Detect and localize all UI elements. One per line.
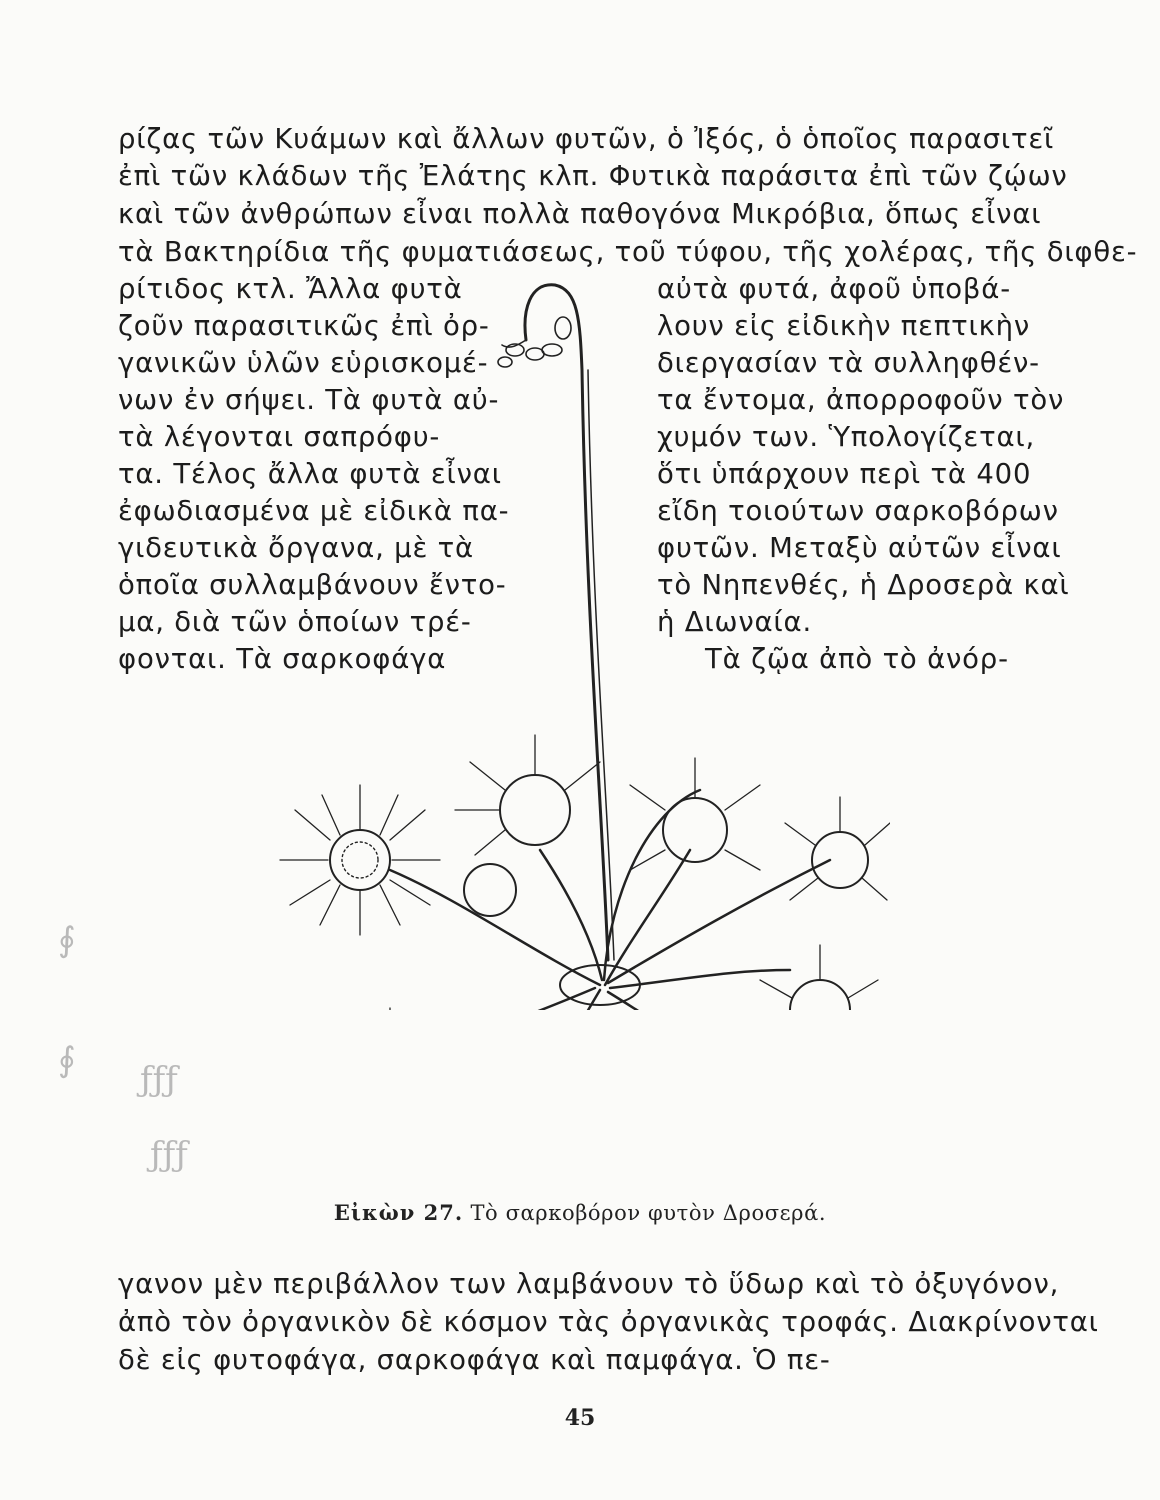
page-number: 45 <box>564 1405 596 1431</box>
right-col-line: λουν εἰς εἰδικὴν πεπτικὴν <box>657 310 1031 342</box>
right-col-line: ἡ Διωναία. <box>657 606 812 638</box>
text-line: ρίζας τῶν Κυάμων καὶ ἄλλων φυτῶν, ὁ Ἰξός, ὁ ὁποῖος παρασιτεῖ <box>118 123 1055 155</box>
text-line: ἀπὸ τὸν ὀργανικὸν δὲ κόσμον τὰς ὀργανικὰς τροφάς. Διακρίνονται <box>118 1306 1099 1338</box>
drosera-illustration <box>230 250 890 1010</box>
left-col-line: ρίτιδος κτλ. Ἄλλα φυτὰ <box>118 273 463 305</box>
text-line: γανον μὲν περιβάλλον των λαμβάνουν τὸ ὕδωρ καὶ τὸ ὀξυγόνον, <box>118 1268 1060 1300</box>
left-col-line: γιδευτικὰ ὄργανα, μὲ τὰ <box>118 532 474 564</box>
left-col-line: γανικῶν ὑλῶν εὑρισκομέ- <box>118 347 489 379</box>
pencil-mark: ∮ <box>58 1040 76 1080</box>
left-col-line: ζοῦν παρασιτικῶς ἐπὶ ὀρ- <box>118 310 490 342</box>
pencil-mark: ƒƒƒ <box>150 1135 188 1175</box>
left-col-line: φονται. Τὰ σαρκοφάγα <box>118 643 447 675</box>
figure-caption-text: Τὸ σαρκοβόρον φυτὸν Δροσερά. <box>470 1201 827 1225</box>
right-col-line: αὐτὰ φυτά, ἀφοῦ ὑποβά- <box>657 273 1011 305</box>
right-col-line: εἴδη τοιούτων σαρκοβόρων <box>657 495 1059 527</box>
right-col-line: ὅτι ὑπάρχουν περὶ τὰ 400 <box>657 458 1032 490</box>
text-line: τὰ Βακτηρίδια τῆς φυματιάσεως, τοῦ τύφου, τῆς χολέρας, τῆς διφθε- <box>118 236 1138 268</box>
left-col-line: ἐφωδιασμένα μὲ εἰδικὰ πα- <box>118 495 510 527</box>
left-col-line: τα. Τέλος ἄλλα φυτὰ εἶναι <box>118 458 502 490</box>
right-col-line: διεργασίαν τὰ συλληφθέν- <box>657 347 1040 379</box>
left-col-line: ὁποῖα συλλαμβάνουν ἔντο- <box>118 569 507 601</box>
left-col-line: νων ἐν σήψει. Τὰ φυτὰ αὐ- <box>118 384 500 416</box>
text-line: καὶ τῶν ἀνθρώπων εἶναι πολλὰ παθογόνα Μικρόβια, ὅπως εἶναι <box>118 198 1042 230</box>
pencil-mark: ƒƒƒ <box>140 1060 178 1100</box>
left-col-line: μα, διὰ τῶν ὁποίων τρέ- <box>118 606 472 638</box>
figure-caption <box>0 1200 1160 1225</box>
text-line: ἐπὶ τῶν κλάδων τῆς Ἐλάτης κλπ. Φυτικὰ παράσιτα ἐπὶ τῶν ζῴων <box>118 160 1068 192</box>
left-col-line: τὰ λέγονται σαπρόφυ- <box>118 421 441 453</box>
right-col-line: Τὰ ζῷα ἀπὸ τὸ ἀνόρ- <box>705 643 1009 675</box>
figure-label: Εἰκὼν 27. <box>333 1200 464 1225</box>
pencil-mark: ∮ <box>58 920 76 960</box>
right-col-line: φυτῶν. Μεταξὺ αὐτῶν εἶναι <box>657 532 1062 564</box>
right-col-line: τὸ Νηπενθές, ἡ Δροσερὰ καὶ <box>657 569 1070 601</box>
text-line: δὲ εἰς φυτοφάγα, σαρκοφάγα καὶ παμφάγα. Ὁ πε- <box>118 1344 831 1376</box>
right-col-line: τα ἔντομα, ἀπορροφοῦν τὸν <box>657 384 1065 416</box>
right-col-line: χυμόν των. Ὑπολογίζεται, <box>657 421 1036 453</box>
